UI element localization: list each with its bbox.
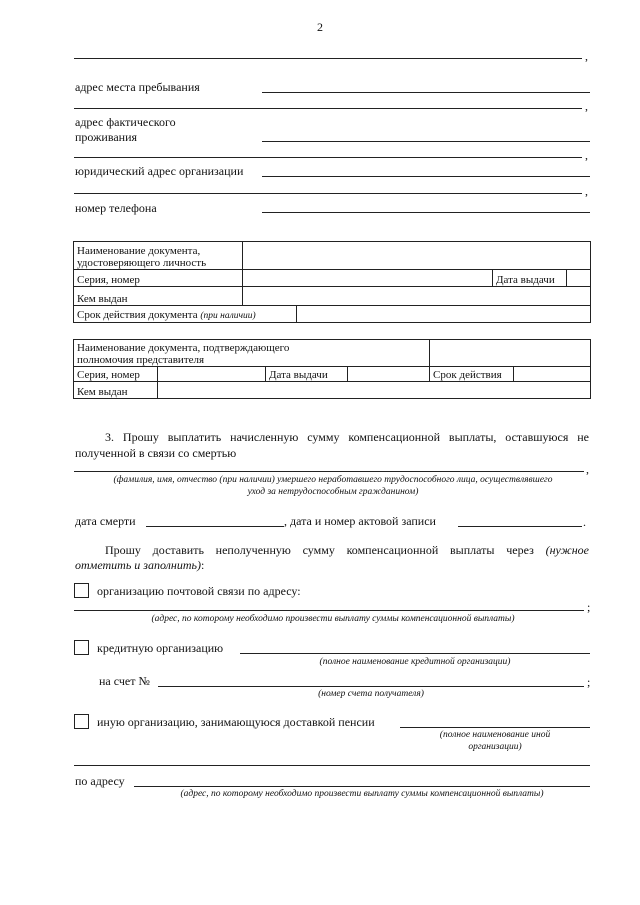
representative-document-table [73,339,591,399]
legal-address-label: юридический адрес организации [75,164,244,178]
record-label: , дата и номер актовой записи [284,514,436,528]
deceased-caption-line2: уход за нетрудоспособным гражданином) [247,487,419,497]
record-line[interactable] [458,526,582,527]
semicolon: ; [587,675,591,689]
doc-name-label: Наименование документа, удостоверяющего личность [74,242,243,270]
other-org-checkbox[interactable] [74,714,89,729]
phone-line[interactable] [262,212,590,213]
credit-org-label: кредитную организацию [97,641,224,655]
post-address-line[interactable] [74,610,584,611]
rep-doc-name-label: Наименование документа, подтверждающего полномочия представителя [74,340,430,367]
rep-series-number-label: Серия, номер [74,367,158,382]
table-row [74,367,591,382]
comma: , [585,184,588,198]
account-label: на счет № [99,674,150,688]
comma: , [585,99,588,113]
table-row [74,242,591,270]
rep-series-number-field[interactable] [158,367,266,382]
period: . [583,515,586,529]
post-office-checkbox[interactable] [74,583,89,598]
rep-doc-name-field[interactable] [430,340,591,367]
identity-document-table [73,241,591,323]
by-address-caption: (адрес, по которому необходимо произвести выплату суммы компенсационной выплаты) [180,789,544,799]
issue-date-label: Дата выдачи [493,270,567,287]
table-row [74,270,591,287]
address-actual-line[interactable] [262,141,590,142]
credit-org-checkbox[interactable] [74,640,89,655]
credit-org-line[interactable] [240,653,590,654]
address-stay-label: адрес места пребывания [75,80,200,94]
issue-date-field[interactable] [567,270,591,287]
table-row [74,340,591,367]
comma: , [585,49,588,63]
deceased-caption-line1: (фамилия, имя, отчество (при наличии) умершего неработавшего трудоспособного лица, осуществлявшего [113,475,553,485]
address-actual-line-2[interactable] [74,157,582,158]
address-stay-line[interactable] [262,92,590,93]
comma: , [586,462,589,476]
by-address-line[interactable] [134,786,590,787]
table-row [74,287,591,306]
address-actual-label-line2: проживания [75,130,138,144]
semicolon: ; [587,600,591,614]
death-date-line[interactable] [146,526,284,527]
address-actual-label-line1: адрес фактического [75,115,176,129]
account-line[interactable] [158,686,584,687]
other-org-caption-line1: (полное наименование иной [439,730,551,740]
rep-validity-field[interactable] [514,367,591,382]
address-stay-line-2[interactable] [74,108,582,109]
page-number: 2 [317,20,323,34]
rep-issued-by-label: Кем выдан [74,382,158,399]
top-fill-line[interactable] [74,58,582,59]
rep-issued-by-field[interactable] [158,382,591,399]
validity-field[interactable] [297,306,591,323]
series-number-label: Серия, номер [74,270,243,287]
deceased-name-line[interactable] [74,471,584,472]
paragraph-3-line1: 3. Прошу выплатить начисленную сумму компенсационной выплаты, оставшуюся не [105,430,589,444]
delivery-request-line1: Прошу доставить неполученную сумму компенсационной выплаты через (нужное [105,543,589,557]
post-address-caption: (адрес, по которому необходимо произвести выплату суммы компенсационной выплаты) [151,614,515,624]
legal-address-line[interactable] [262,176,590,177]
phone-label: номер телефона [75,201,157,215]
issued-by-field[interactable] [243,287,591,306]
paragraph-3-line2: полученной в связи со смертью [75,446,237,460]
table-row [74,382,591,399]
rep-validity-label: Срок действия [430,367,514,382]
rep-issue-date-field[interactable] [348,367,430,382]
post-office-label: организацию почтовой связи по адресу: [97,584,301,598]
death-date-label: дата смерти [75,514,136,528]
other-org-label: иную организацию, занимающуюся доставкой пенсии [97,715,375,729]
account-caption: (номер счета получателя) [318,689,424,699]
legal-address-line-2[interactable] [74,193,582,194]
other-org-line-2[interactable] [74,765,590,766]
doc-name-field[interactable] [243,242,591,270]
by-address-label: по адресу [75,774,125,788]
validity-label: Срок действия документа (при наличии) [74,306,297,323]
other-org-line[interactable] [400,727,590,728]
issued-by-label: Кем выдан [74,287,243,306]
table-row [74,306,591,323]
other-org-caption-line2: организации) [468,742,522,752]
comma: , [585,148,588,162]
delivery-request-line2: отметить и заполнить): [75,558,205,572]
credit-org-caption: (полное наименование кредитной организации) [319,657,511,667]
series-number-field[interactable] [243,270,493,287]
rep-issue-date-label: Дата выдачи [266,367,348,382]
